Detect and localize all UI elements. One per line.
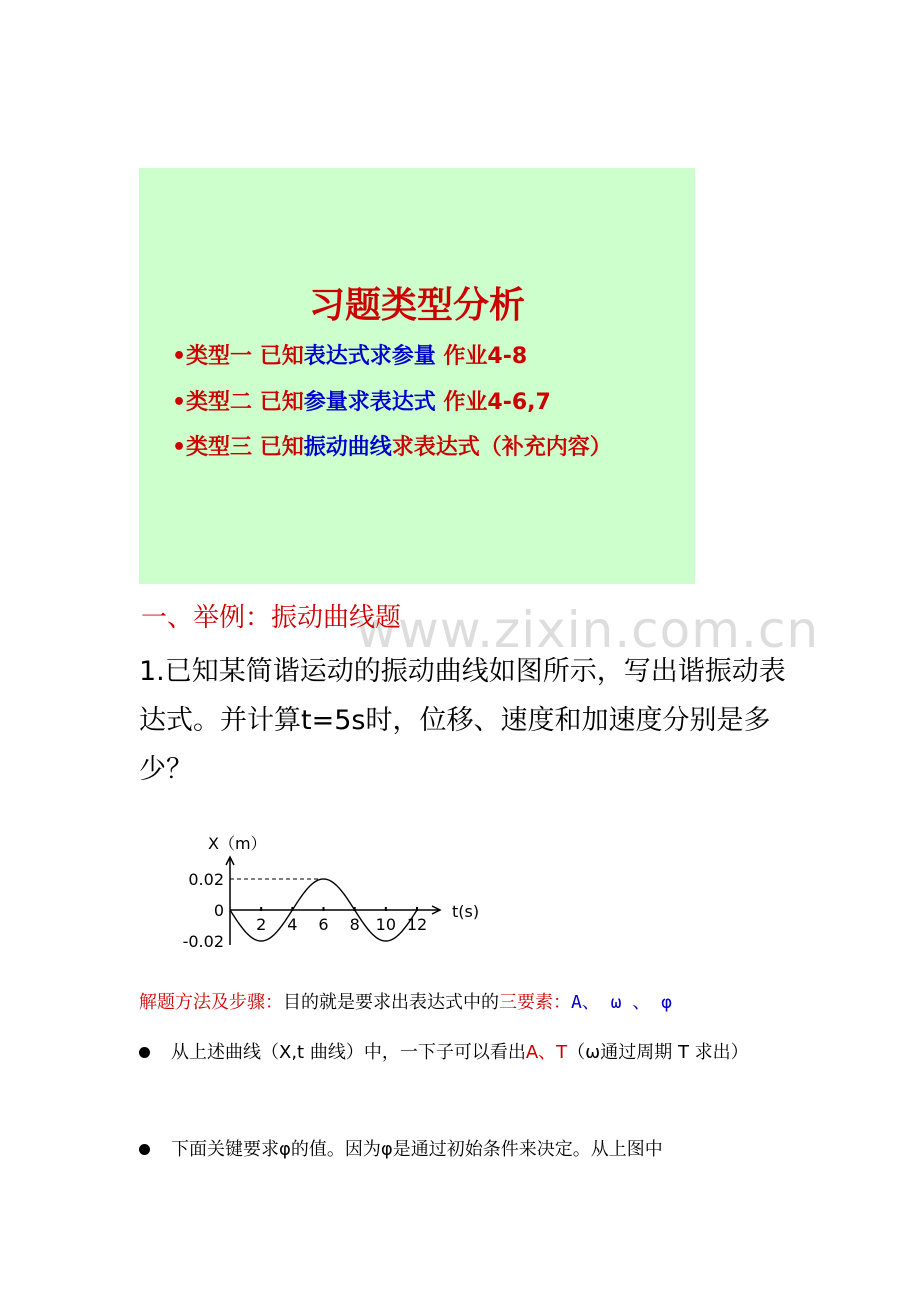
y-tick-label: -0.02 (182, 932, 224, 951)
watermark: www.zixin.com.cn (356, 601, 820, 659)
method-highlight: 三要素： (499, 992, 571, 1013)
slide-title: 习题类型分析 (308, 285, 525, 326)
y-tick-label: 0 (213, 901, 224, 920)
y-axis-label: X（m） (208, 834, 267, 853)
section-title: 一、举例：振动曲线题 (141, 603, 402, 633)
bullet-2: 下面关键要求φ的值。因为φ是通过初始条件来决定。从上图中 (139, 1126, 799, 1174)
problem-text: 1.已知某简谐运动的振动曲线如图所示，写出谐振动表达式。并计算t=5s时，位移、速度和加速度分别是多少？ (139, 656, 786, 785)
y-tick-label: 0.02 (188, 870, 224, 889)
slide-line-3: •类型三 已知振动曲线求表达式（补充内容） (172, 435, 612, 460)
x-tick-label: 6 (318, 915, 329, 934)
bullet-dot-icon (139, 1144, 150, 1155)
method-text: 目的就是要求出表达式中的 (283, 992, 499, 1013)
bullet-1: 从上述曲线（X,t 曲线）中，一下子可以看出A、T（ω通过周期 T 求出） (139, 1029, 799, 1077)
x-tick-label: 8 (349, 915, 360, 934)
x-tick-label: 12 (406, 915, 428, 934)
x-tick-label: 4 (287, 915, 298, 934)
method-symbols: A、 ω 、 φ (571, 992, 673, 1013)
bullet-dot-icon (139, 1047, 150, 1058)
method-label: 解题方法及步骤： (139, 992, 283, 1013)
slide-box (139, 168, 695, 584)
vibration-chart (165, 825, 510, 955)
x-tick-label: 10 (375, 915, 397, 934)
slide-line-2: •类型二 已知参量求表达式 作业4-6,7 (172, 390, 551, 415)
slide-line-1: •类型一 已知表达式求参量 作业4-8 (172, 344, 528, 369)
x-axis-label: t(s) (452, 902, 480, 921)
x-tick-label: 2 (256, 915, 267, 934)
method-line (139, 988, 672, 1018)
